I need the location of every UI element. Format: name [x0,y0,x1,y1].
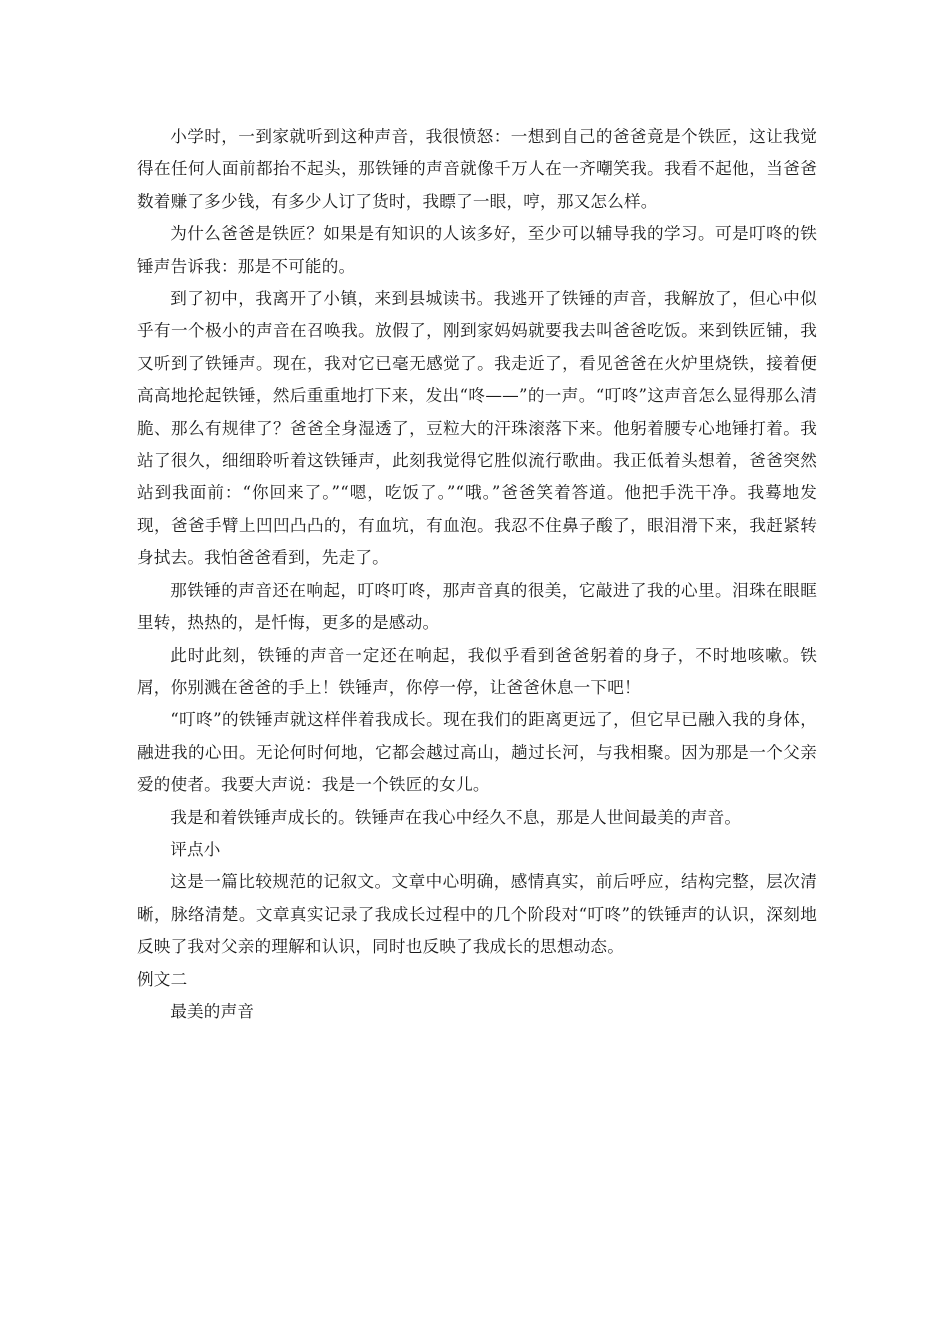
essay-title: 最美的声音 [170,1001,255,1021]
commentary-text: 这是一篇比较规范的记叙文。文章中心明确，感情真实，前后呼应，结构完整，层次清晰，脉络清楚。文章真实记录了我成长过程中的几个阶段对“叮咚”的铁锤声的认识，深刻地反映了我对父亲的理解和认识，同时也反映了我成长的思想动态。 [137,872,817,957]
paragraph-3: 到了初中，我离开了小镇，来到县城读书。我逃开了铁锤的声音，我解放了，但心中似乎有一个极小的声音在召唤我。放假了，刚到家妈妈就要我去叫爸爸吃饭。来到铁匠铺，我又听到了铁锤声。现在，我对它已毫无感觉了。我走近了，看见爸爸在火炉里烧铁，接着便高高地抡起铁锤，然后重重地打下来，发出“咚——”的一声。“叮咚”这声音怎么显得那么清脆、那么有规律了？爸爸全身湿透了，豆粒大的汗珠滚落下来。他躬着腰专心地锤打着。我站了很久，细细聆听着这铁锤声，此刻我觉得它胜似流行歌曲。我正低着头想着，爸爸突然站到我面前：“你回来了。”“嗯，吃饭了。”“哦。”爸爸笑着答道。他把手洗干净。我蓦地发现，爸爸手臂上凹凹凸凸的，有血坑，有血泡。我忍不住鼻子酸了，眼泪滑下来，我赶紧转身拭去。我怕爸爸看到，先走了。 [137,289,817,568]
paragraph-4: 那铁锤的声音还在响起，叮咚叮咚，那声音真的很美，它敲进了我的心里。泪珠在眼眶里转，热热的，是忏悔，更多的是感动。 [137,580,817,633]
example-heading: 例文二 [137,969,188,989]
paragraph-2: 为什么爸爸是铁匠？如果是有知识的人该多好，至少可以辅导我的学习。可是叮咚的铁锤声告诉我：那是不可能的。 [137,224,817,276]
document-body [137,121,817,1028]
paragraph-5: 此时此刻，铁锤的声音一定还在响起，我似乎看到爸爸躬着的身子，不时地咳嗽。铁屑，你别溅在爸爸的手上！铁锤声，你停一停，让爸爸休息一下吧！ [137,645,817,697]
paragraph-6: “叮咚”的铁锤声就这样伴着我成长。现在我们的距离更远了，但它早已融入我的身体，融进我的心田。无论何时何地，它都会越过高山，趟过长河，与我相聚。因为那是一个父亲爱的使者。我要大声说：我是一个铁匠的女儿。 [137,710,817,795]
paragraph-1: 小学时，一到家就听到这种声音，我很愤怒：一想到自己的爸爸竟是个铁匠，这让我觉得在任何人面前都抬不起头，那铁锤的声音就像千万人在一齐嘲笑我。我看不起他，当爸爸数着赚了多少钱，有多少人订了货时，我瞟了一眼，哼，那又怎么样。 [137,127,817,211]
commentary-heading: 评点小 [170,839,221,859]
paragraph-7: 我是和着铁锤声成长的。铁锤声在我心中经久不息，那是人世间最美的声音。 [170,807,742,827]
